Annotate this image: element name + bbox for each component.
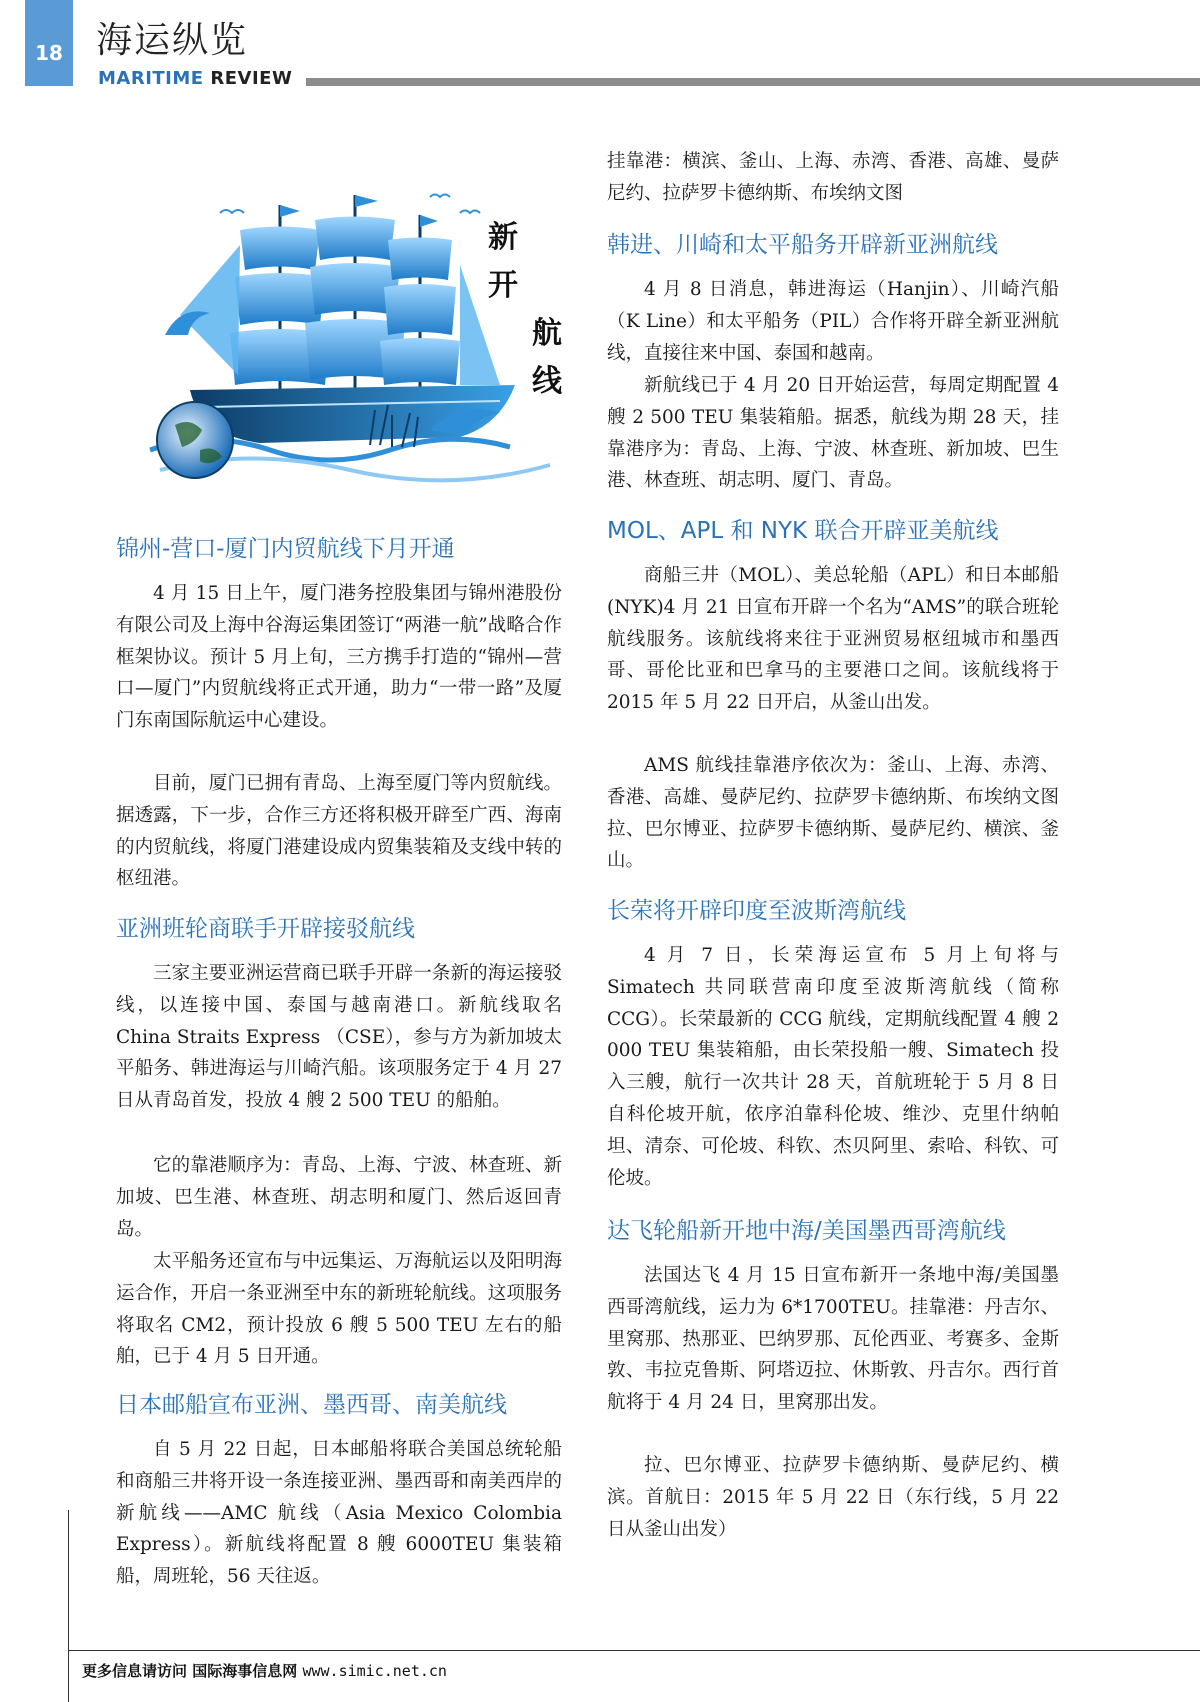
paragraph: 目前，厦门已拥有青岛、上海至厦门等内贸航线。据透露，下一步，合作三方还将积极开辟至广西、海南的内贸航线，将厦门港建设成内贸集装箱及支线中转的枢纽港。 (116, 773, 562, 890)
magazine-title: 海运纵览 (96, 20, 249, 61)
paragraph: 它的靠港顺序为：青岛、上海、宁波、林查班、新加坡、巴生港、林查班、胡志明和厦门、然后返回青岛。 (116, 1155, 562, 1240)
paragraph: AMS 航线挂靠港序依次为：釜山、上海、赤湾、香港、高雄、曼萨尼约、拉萨罗卡德纳斯、布埃纳文图拉、巴尔博亚、拉萨罗卡德纳斯、曼萨尼约、横滨、釜山。 (607, 755, 1059, 872)
section-title-jinzhou: 锦州-营口-厦门内贸航线下月开通 (116, 536, 455, 562)
header-rule (306, 78, 1200, 86)
label-char-hang: 航 (532, 316, 562, 351)
paragraph: 三家主要亚洲运营商已联手开辟一条新的海运接驳线，以连接中国、泰国与越南港口。新航线取名 China Straits Express （CSE），参与方为新加坡太平船务、韩进海运与川崎汽船。该项服务定于 4 月 27 日从青岛首发，投放 4 艘 2 500 TEU 的船舶。 (116, 963, 562, 1112)
footer-label: 更多信息请访问 国际海事信息网 (82, 1662, 298, 1680)
footer-url-link[interactable]: www.simic.net.cn (302, 1662, 447, 1680)
paragraph: 自 5 月 22 日起，日本邮船将联合美国总统轮船和商船三井将开设一条连接亚洲、墨西哥和南美西岸的新航线——AMC 航线（Asia Mexico Colombia Express）。新航线将配置 8 艘 6000TEU 集装箱船，周班轮，56 天往返。 (116, 1439, 562, 1588)
paragraph: 商船三井（MOL）、美总轮船（APL）和日本邮船(NYK)4 月 21 日宣布开辟一个名为“AMS”的联合班轮航线服务。该航线将来往于亚洲贸易枢纽城市和墨西哥、哥伦比亚和巴拿马的主要港口之间。该航线将于 2015 年 5 月 22 日开启，从釜山出发。 (607, 565, 1059, 714)
page-number: 18 (25, 0, 73, 86)
subtitle-review: REVIEW (210, 68, 293, 89)
section-title-nyk: 日本邮船宣布亚洲、墨西哥、南美航线 (116, 1392, 507, 1418)
label-char-xin: 新 (488, 220, 518, 255)
footer-text (82, 1660, 447, 1681)
section-title-asia-feeder: 亚洲班轮商联手开辟接驳航线 (116, 916, 415, 942)
paragraph: 法国达飞 4 月 15 日宣布新开一条地中海/美国墨西哥湾航线，运力为 6*1700TEU。挂靠港：丹吉尔、里窝那、热那亚、巴纳罗那、瓦伦西亚、考赛多、金斯敦、韦拉克鲁斯、阿塔迈拉、休斯敦、丹吉尔。西行首航将于 4 月 24 日，里窝那出发。 (607, 1265, 1059, 1414)
footer-vertical-rule (68, 1510, 69, 1702)
subtitle-maritime: MARITIME (98, 68, 204, 89)
section-title-mol-apl-nyk: MOL、APL 和 NYK 联合开辟亚美航线 (607, 518, 999, 544)
section-title-cma-cgm: 达飞轮船新开地中海/美国墨西哥湾航线 (607, 1218, 1006, 1244)
paragraph: 挂靠港：横滨、釜山、上海、赤湾、香港、高雄、曼萨尼约、拉萨罗卡德纳斯、布埃纳文图 (607, 151, 1059, 204)
paragraph: 4 月 7 日，长荣海运宣布 5 月上旬将与 Simatech 共同联营南印度至波斯湾航线（简称 CCG）。长荣最新的 CCG 航线，定期航线配置 4 艘 2 000 TEU 集装箱船，由长荣投船一艘、Simatech 投入三艘，航行一次共计 28 天，首航班轮于 5 月 8 日自科伦坡开航，依序泊靠科伦坡、维沙、克里什纳帕坦、清奈、可伦坡、科钦、杰贝阿里、索哈、科钦、可伦坡。 (607, 945, 1059, 1189)
paragraph: 4 月 8 日消息，韩进海运（Hanjin）、川崎汽船（K Line）和太平船务（PIL）合作将开辟全新亚洲航线，直接往来中国、泰国和越南。 (607, 279, 1059, 364)
paragraph: 4 月 15 日上午，厦门港务控股集团与锦州港股份有限公司及上海中谷海运集团签订“两港一航”战略合作框架协议。预计 5 月上旬，三方携手打造的“锦州—营口—厦门”内贸航线将正式开通，助力“一带一路”及厦门东南国际航运中心建设。 (116, 583, 562, 732)
paragraph: 太平船务还宣布与中远集运、万海航运以及阳明海运合作，开启一条亚洲至中东的新班轮航线。这项服务将取名 CM2，预计投放 6 艘 5 500 TEU 左右的船舶，已于 4 月 5 日开通。 (116, 1251, 562, 1368)
label-char-xian: 线 (532, 364, 562, 399)
label-char-kai: 开 (488, 268, 518, 303)
section-title-evergreen: 长荣将开辟印度至波斯湾航线 (607, 898, 906, 924)
paragraph: 拉、巴尔博亚、拉萨罗卡德纳斯、曼萨尼约、横滨。首航日：2015 年 5 月 22 日（东行线，5 月 22 日从釜山出发） (607, 1455, 1059, 1540)
magazine-subtitle (98, 68, 292, 89)
section-title-hanjin: 韩进、川崎和太平船务开辟新亚洲航线 (607, 232, 998, 258)
footer-rule (68, 1650, 1200, 1651)
paragraph: 新航线已于 4 月 20 日开始运营，每周定期配置 4 艘 2 500 TEU 集装箱船。据悉，航线为期 28 天，挂靠港序为：青岛、上海、宁波、林查班、新加坡、巴生港、林查班、胡志明、厦门、青岛。 (607, 375, 1059, 492)
